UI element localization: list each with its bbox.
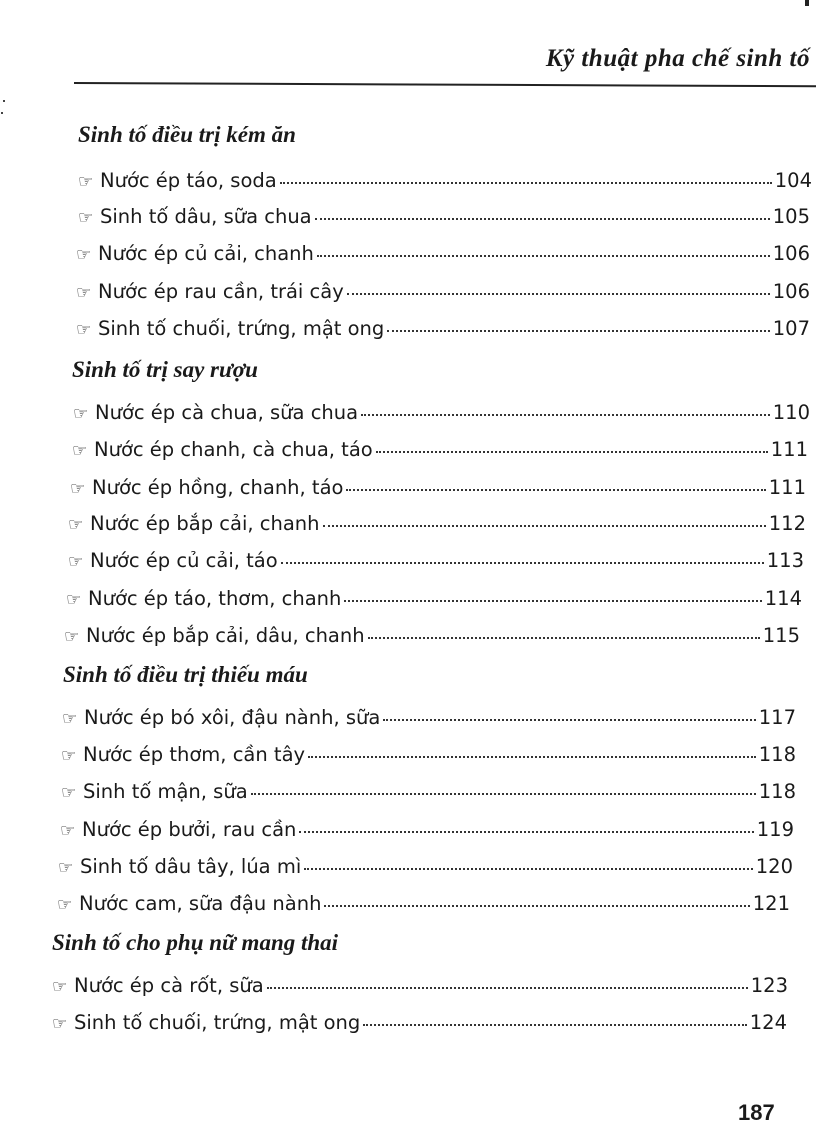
entry-title: Sinh tố dâu tây, lúa mì bbox=[80, 855, 302, 878]
entry-page: 106 bbox=[772, 280, 810, 303]
pointing-hand-icon: ☞ bbox=[78, 172, 94, 192]
toc-entry[interactable] bbox=[72, 438, 808, 468]
toc-entry[interactable] bbox=[62, 706, 796, 736]
entry-title: Sinh tố chuối, trứng, mật ong bbox=[98, 317, 385, 340]
entry-title: Nước ép bó xôi, đậu nành, sữa bbox=[84, 706, 381, 729]
entry-title: Nước ép rau cần, trái cây bbox=[98, 280, 344, 303]
entry-page: 105 bbox=[772, 205, 810, 228]
entry-page: 124 bbox=[749, 1011, 787, 1034]
scan-speck bbox=[3, 100, 5, 102]
entry-title: Nước ép hồng, chanh, táo bbox=[92, 476, 344, 499]
leader-dots bbox=[280, 182, 772, 184]
pointing-hand-icon: ☞ bbox=[60, 821, 76, 841]
toc-entry[interactable] bbox=[78, 169, 812, 199]
toc-entry[interactable] bbox=[64, 624, 800, 654]
toc-entry[interactable] bbox=[73, 401, 810, 431]
entry-title: Nước ép chanh, cà chua, táo bbox=[94, 438, 373, 461]
entry-title: Nước ép bưởi, rau cần bbox=[82, 818, 297, 841]
leader-dots bbox=[347, 293, 770, 295]
running-header: Kỹ thuật pha chế sinh tố bbox=[545, 45, 810, 72]
toc-entry[interactable] bbox=[60, 818, 794, 848]
leader-dots bbox=[308, 756, 756, 758]
leader-dots bbox=[281, 562, 764, 564]
entry-title: Nước ép táo, thơm, chanh bbox=[88, 587, 342, 610]
pointing-hand-icon: ☞ bbox=[73, 404, 89, 424]
pointing-hand-icon: ☞ bbox=[52, 1014, 68, 1034]
leader-dots bbox=[387, 330, 769, 332]
leader-dots bbox=[368, 637, 760, 639]
pointing-hand-icon: ☞ bbox=[52, 977, 68, 997]
entry-page: 117 bbox=[758, 706, 796, 729]
toc-entry[interactable] bbox=[68, 549, 804, 579]
toc-entry[interactable] bbox=[66, 587, 802, 617]
pointing-hand-icon: ☞ bbox=[76, 320, 92, 340]
entry-page: 111 bbox=[770, 438, 808, 461]
entry-title: Nước ép bắp cải, chanh bbox=[90, 512, 320, 535]
pointing-hand-icon: ☞ bbox=[57, 895, 73, 915]
entry-title: Sinh tố chuối, trứng, mật ong bbox=[74, 1011, 361, 1034]
entry-title: Nước ép táo, soda bbox=[100, 169, 277, 192]
section-title: Sinh tố trị say rượu bbox=[72, 357, 258, 382]
pointing-hand-icon: ☞ bbox=[76, 283, 92, 303]
pointing-hand-icon: ☞ bbox=[70, 479, 86, 499]
entry-page: 123 bbox=[750, 974, 788, 997]
entry-page: 106 bbox=[772, 242, 810, 265]
leader-dots bbox=[376, 451, 768, 453]
leader-dots bbox=[383, 719, 755, 721]
header-rule bbox=[74, 82, 816, 87]
entry-page: 119 bbox=[756, 818, 794, 841]
pointing-hand-icon: ☞ bbox=[68, 552, 84, 572]
entry-page: 115 bbox=[762, 624, 800, 647]
entry-title: Nước ép củ cải, chanh bbox=[98, 242, 314, 265]
entry-page: 112 bbox=[768, 512, 806, 535]
leader-dots bbox=[361, 414, 770, 416]
toc-entry[interactable] bbox=[58, 855, 793, 885]
entry-page: 114 bbox=[764, 587, 802, 610]
entry-page: 107 bbox=[772, 317, 810, 340]
entry-title: Nước ép bắp cải, dâu, chanh bbox=[86, 624, 365, 647]
toc-entry[interactable] bbox=[61, 743, 796, 773]
leader-dots bbox=[304, 868, 753, 870]
pointing-hand-icon: ☞ bbox=[66, 590, 82, 610]
leader-dots bbox=[267, 987, 748, 989]
entry-page: 113 bbox=[766, 549, 804, 572]
page-number: 187 bbox=[738, 1100, 775, 1125]
leader-dots bbox=[299, 831, 753, 833]
leader-dots bbox=[346, 489, 765, 491]
scan-speck bbox=[1, 112, 3, 114]
toc-entry[interactable] bbox=[76, 242, 810, 272]
leader-dots bbox=[344, 600, 761, 602]
entry-page: 104 bbox=[774, 169, 812, 192]
entry-page: 118 bbox=[758, 780, 796, 803]
entry-title: Nước cam, sữa đậu nành bbox=[79, 892, 322, 915]
toc-entry[interactable] bbox=[61, 780, 796, 810]
entry-title: Nước ép cà rốt, sữa bbox=[74, 974, 264, 997]
toc-entry[interactable] bbox=[76, 280, 810, 310]
pointing-hand-icon: ☞ bbox=[62, 709, 78, 729]
entry-title: Nước ép thơm, cần tây bbox=[83, 743, 306, 766]
leader-dots bbox=[363, 1024, 746, 1026]
entry-page: 110 bbox=[772, 401, 810, 424]
leader-dots bbox=[323, 525, 766, 527]
section-title: Sinh tố cho phụ nữ mang thai bbox=[52, 930, 339, 955]
toc-entry[interactable] bbox=[78, 205, 810, 235]
pointing-hand-icon: ☞ bbox=[68, 515, 84, 535]
pointing-hand-icon: ☞ bbox=[72, 441, 88, 461]
leader-dots bbox=[251, 793, 756, 795]
toc-entry[interactable] bbox=[52, 1011, 787, 1041]
toc-entry[interactable] bbox=[76, 317, 810, 347]
toc-entry[interactable] bbox=[52, 974, 788, 1004]
pointing-hand-icon: ☞ bbox=[58, 858, 74, 878]
toc-entry[interactable] bbox=[68, 512, 806, 542]
pointing-hand-icon: ☞ bbox=[61, 746, 77, 766]
entry-page: 111 bbox=[768, 476, 806, 499]
section-title: Sinh tố điều trị thiếu máu bbox=[63, 662, 308, 687]
entry-title: Sinh tố mận, sữa bbox=[83, 780, 248, 803]
pointing-hand-icon: ☞ bbox=[78, 208, 94, 228]
entry-page: 121 bbox=[752, 892, 790, 915]
pointing-hand-icon: ☞ bbox=[61, 783, 77, 803]
entry-title: Nước ép củ cải, táo bbox=[90, 549, 278, 572]
pointing-hand-icon: ☞ bbox=[76, 245, 92, 265]
entry-title: Sinh tố dâu, sữa chua bbox=[100, 205, 312, 228]
scan-mark bbox=[805, 0, 809, 6]
entry-page: 118 bbox=[758, 743, 796, 766]
leader-dots bbox=[317, 255, 770, 257]
leader-dots bbox=[324, 905, 749, 907]
pointing-hand-icon: ☞ bbox=[64, 627, 80, 647]
entry-page: 120 bbox=[755, 855, 793, 878]
entry-title: Nước ép cà chua, sữa chua bbox=[95, 401, 359, 424]
toc-entry[interactable] bbox=[57, 892, 790, 922]
leader-dots bbox=[315, 218, 770, 220]
toc-entry[interactable] bbox=[70, 476, 806, 506]
section-title: Sinh tố điều trị kém ăn bbox=[78, 122, 296, 147]
